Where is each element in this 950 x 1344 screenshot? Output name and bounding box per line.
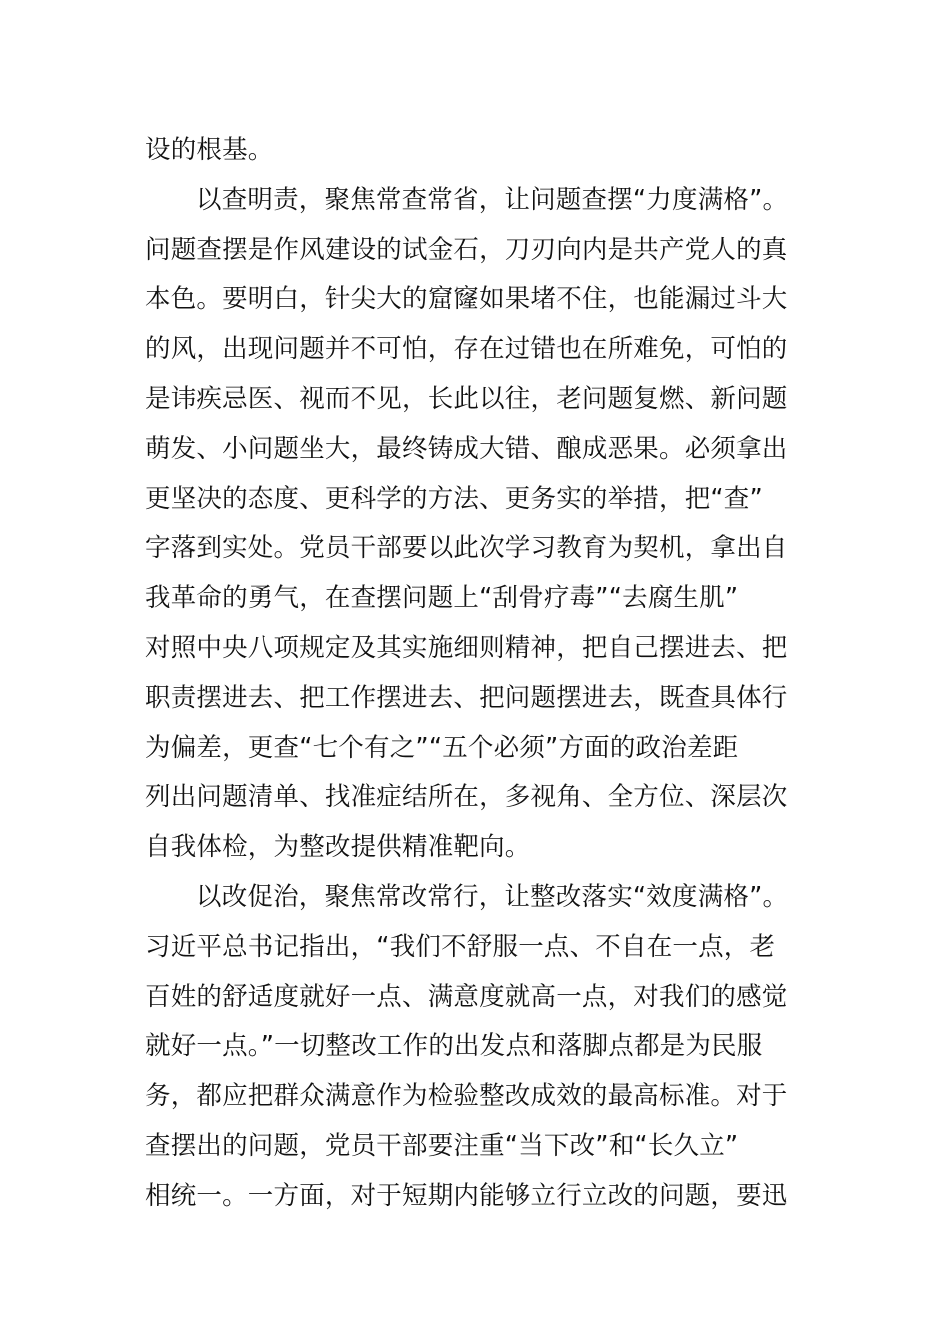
text-line: 设的根基。	[145, 135, 274, 165]
text-line: 百姓的舒适度就好一点、满意度就高一点，对我们的感觉	[145, 981, 788, 1012]
text-line: 为偏差，更查“七个有之”“五个必须”方面的政治差距	[145, 732, 739, 763]
text-line: 是讳疾忌医、视而不见，长此以往，老问题复燃、新问题	[145, 383, 788, 414]
text-line: 就好一点。”一切整改工作的出发点和落脚点都是为民服	[145, 1031, 763, 1062]
text-line: 问题查摆是作风建设的试金石，刀刃向内是共产党人的真	[145, 234, 788, 265]
text-line: 列出问题清单、找准症结所在，多视角、全方位、深层次	[145, 782, 788, 813]
paragraph-start-line: 以改促治，聚焦常改常行，让整改落实“效度满格”。	[196, 881, 789, 912]
body-text	[145, 126, 825, 1222]
text-line: 的风，出现问题并不可怕，存在过错也在所难免，可怕的	[145, 334, 788, 365]
text-line: 相统一。一方面，对于短期内能够立行立改的问题，要迅	[145, 1180, 788, 1211]
text-line: 务，都应把群众满意作为检验整改成效的最高标准。对于	[145, 1081, 788, 1112]
text-line: 更坚决的态度、更科学的方法、更务实的举措，把“查”	[145, 483, 763, 514]
text-line: 职责摆进去、把工作摆进去、把问题摆进去，既查具体行	[145, 682, 788, 713]
text-line: 本色。要明白，针尖大的窟窿如果堵不住，也能漏过斗大	[145, 284, 788, 315]
text-line: 萌发、小问题坐大，最终铸成大错、酿成恶果。必须拿出	[145, 433, 788, 464]
text-line: 对照中央八项规定及其实施细则精神，把自己摆进去、把	[145, 632, 788, 663]
text-line: 查摆出的问题，党员干部要注重“当下改”和“长久立”	[145, 1130, 739, 1161]
text-line: 习近平总书记指出，“我们不舒服一点、不自在一点，老	[145, 931, 776, 962]
paragraph-start-line: 以查明责，聚焦常查常省，让问题查摆“力度满格”。	[196, 184, 789, 215]
text-line: 字落到实处。党员干部要以此次学习教育为契机，拿出自	[145, 533, 788, 564]
text-line: 我革命的勇气，在查摆问题上“刮骨疗毒”“去腐生肌”	[145, 583, 739, 614]
text-line: 自我体检，为整改提供精准靶向。	[145, 832, 531, 863]
